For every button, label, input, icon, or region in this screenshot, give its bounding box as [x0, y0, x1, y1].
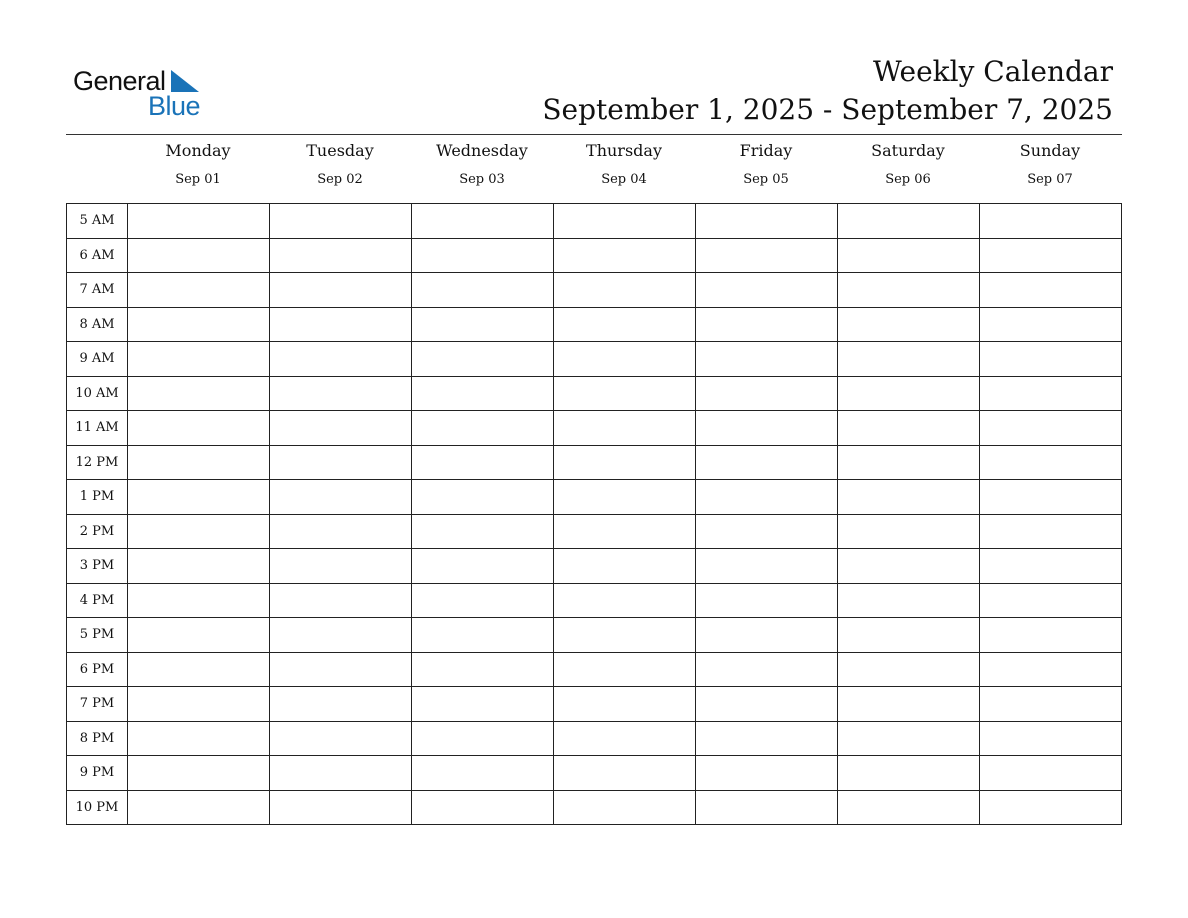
time-slot-cell[interactable]	[128, 790, 270, 825]
time-slot-cell[interactable]	[696, 790, 838, 825]
time-slot-cell[interactable]	[554, 411, 696, 446]
time-slot-cell[interactable]	[128, 756, 270, 791]
time-slot-cell[interactable]	[270, 204, 412, 239]
time-slot-cell[interactable]	[696, 273, 838, 308]
day-header	[979, 140, 1121, 200]
time-slot-cell[interactable]	[980, 480, 1122, 515]
time-slot-cell[interactable]	[128, 618, 270, 653]
time-row	[67, 618, 1122, 653]
day-date: Sep 04	[601, 172, 647, 187]
time-slot-cell[interactable]	[554, 307, 696, 342]
time-slot-cell[interactable]	[696, 411, 838, 446]
day-date: Sep 07	[1027, 172, 1073, 187]
time-slot-cell[interactable]	[270, 549, 412, 584]
time-slot-cell[interactable]	[270, 514, 412, 549]
time-row	[67, 445, 1122, 480]
time-slot-cell[interactable]	[838, 687, 980, 722]
time-slot-cell[interactable]	[838, 342, 980, 377]
time-slot-cell[interactable]	[838, 445, 980, 480]
time-label: 7 AM	[67, 273, 128, 308]
time-slot-cell[interactable]	[696, 238, 838, 273]
logo-text-general: General	[73, 66, 166, 96]
time-label: 8 AM	[67, 307, 128, 342]
day-name: Sunday	[1019, 141, 1081, 160]
time-slot-cell[interactable]	[980, 445, 1122, 480]
time-slot-cell[interactable]	[554, 480, 696, 515]
day-date: Sep 01	[175, 172, 221, 187]
time-slot-cell[interactable]	[696, 376, 838, 411]
time-slot-cell[interactable]	[128, 411, 270, 446]
time-slot-cell[interactable]	[554, 618, 696, 653]
time-slot-cell[interactable]	[554, 721, 696, 756]
time-label: 6 PM	[67, 652, 128, 687]
time-slot-cell[interactable]	[838, 514, 980, 549]
time-row	[67, 307, 1122, 342]
time-slot-cell[interactable]	[270, 583, 412, 618]
time-label: 11 AM	[67, 411, 128, 446]
time-slot-cell[interactable]	[696, 480, 838, 515]
time-slot-cell[interactable]	[554, 238, 696, 273]
time-slot-cell[interactable]	[270, 342, 412, 377]
time-label: 5 AM	[67, 204, 128, 239]
time-slot-cell[interactable]	[696, 342, 838, 377]
calendar-grid	[66, 203, 1122, 825]
time-label: 1 PM	[67, 480, 128, 515]
day-header	[127, 140, 269, 200]
day-name: Tuesday	[306, 141, 374, 160]
day-header	[411, 140, 553, 200]
time-slot-cell[interactable]	[270, 238, 412, 273]
generalblue-logo	[73, 66, 213, 126]
time-slot-cell[interactable]	[696, 721, 838, 756]
time-slot-cell[interactable]	[980, 618, 1122, 653]
time-slot-cell[interactable]	[412, 273, 554, 308]
time-slot-cell[interactable]	[270, 480, 412, 515]
time-slot-cell[interactable]	[554, 652, 696, 687]
time-slot-cell[interactable]	[128, 307, 270, 342]
time-slot-cell[interactable]	[128, 342, 270, 377]
time-slot-cell[interactable]	[696, 618, 838, 653]
time-slot-cell[interactable]	[980, 721, 1122, 756]
time-slot-cell[interactable]	[554, 204, 696, 239]
date-range: September 1, 2025 - September 7, 2025	[542, 93, 1113, 126]
time-row	[67, 342, 1122, 377]
time-slot-cell[interactable]	[980, 687, 1122, 722]
time-row	[67, 411, 1122, 446]
time-slot-cell[interactable]	[412, 583, 554, 618]
time-row	[67, 514, 1122, 549]
time-slot-cell[interactable]	[838, 273, 980, 308]
time-slot-cell[interactable]	[838, 238, 980, 273]
time-slot-cell[interactable]	[128, 376, 270, 411]
day-header	[695, 140, 837, 200]
time-slot-cell[interactable]	[838, 411, 980, 446]
time-label: 9 AM	[67, 342, 128, 377]
time-slot-cell[interactable]	[980, 583, 1122, 618]
time-slot-cell[interactable]	[270, 652, 412, 687]
time-slot-cell[interactable]	[554, 273, 696, 308]
time-slot-cell[interactable]	[838, 307, 980, 342]
time-slot-cell[interactable]	[554, 549, 696, 584]
time-label: 6 AM	[67, 238, 128, 273]
time-slot-cell[interactable]	[980, 411, 1122, 446]
day-header	[837, 140, 979, 200]
time-row	[67, 790, 1122, 825]
day-name: Friday	[739, 141, 793, 160]
day-name: Saturday	[871, 141, 945, 160]
time-slot-cell[interactable]	[838, 376, 980, 411]
time-slot-cell[interactable]	[838, 549, 980, 584]
time-slot-cell[interactable]	[128, 514, 270, 549]
time-slot-cell[interactable]	[980, 549, 1122, 584]
day-header	[269, 140, 411, 200]
time-slot-cell[interactable]	[696, 204, 838, 239]
time-slot-cell[interactable]	[412, 376, 554, 411]
time-row	[67, 549, 1122, 584]
time-label: 7 PM	[67, 687, 128, 722]
time-slot-cell[interactable]	[980, 204, 1122, 239]
day-date: Sep 05	[743, 172, 789, 187]
time-slot-cell[interactable]	[270, 376, 412, 411]
time-label: 3 PM	[67, 549, 128, 584]
time-slot-cell[interactable]	[128, 549, 270, 584]
time-slot-cell[interactable]	[838, 583, 980, 618]
time-slot-cell[interactable]	[270, 687, 412, 722]
time-slot-cell[interactable]	[554, 445, 696, 480]
time-slot-cell[interactable]	[554, 342, 696, 377]
time-row	[67, 204, 1122, 239]
time-slot-cell[interactable]	[412, 445, 554, 480]
time-slot-cell[interactable]	[980, 376, 1122, 411]
time-slot-cell[interactable]	[270, 411, 412, 446]
time-slot-cell[interactable]	[412, 652, 554, 687]
time-slot-cell[interactable]	[696, 756, 838, 791]
day-date: Sep 06	[885, 172, 931, 187]
time-slot-cell[interactable]	[412, 411, 554, 446]
page-title: Weekly Calendar	[873, 55, 1113, 88]
time-slot-cell[interactable]	[838, 790, 980, 825]
time-slot-cell[interactable]	[412, 687, 554, 722]
time-slot-cell[interactable]	[554, 756, 696, 791]
time-slot-cell[interactable]	[128, 583, 270, 618]
time-slot-cell[interactable]	[554, 514, 696, 549]
time-label: 5 PM	[67, 618, 128, 653]
time-slot-cell[interactable]	[412, 238, 554, 273]
time-row	[67, 273, 1122, 308]
time-slot-cell[interactable]	[554, 790, 696, 825]
time-slot-cell[interactable]	[554, 376, 696, 411]
time-slot-cell[interactable]	[838, 618, 980, 653]
time-label: 10 PM	[67, 790, 128, 825]
time-row	[67, 721, 1122, 756]
time-slot-cell[interactable]	[412, 204, 554, 239]
time-slot-cell[interactable]	[554, 583, 696, 618]
time-row	[67, 687, 1122, 722]
day-date: Sep 03	[459, 172, 505, 187]
time-label: 8 PM	[67, 721, 128, 756]
day-date: Sep 02	[317, 172, 363, 187]
time-slot-cell[interactable]	[270, 756, 412, 791]
day-name: Thursday	[586, 141, 662, 160]
time-slot-cell[interactable]	[696, 652, 838, 687]
logo-text-blue: Blue	[148, 91, 201, 121]
time-slot-cell[interactable]	[270, 307, 412, 342]
time-slot-cell[interactable]	[838, 204, 980, 239]
time-slot-cell[interactable]	[270, 790, 412, 825]
time-slot-cell[interactable]	[980, 342, 1122, 377]
time-slot-cell[interactable]	[412, 514, 554, 549]
time-slot-cell[interactable]	[270, 721, 412, 756]
time-slot-cell[interactable]	[128, 445, 270, 480]
time-slot-cell[interactable]	[980, 756, 1122, 791]
time-slot-cell[interactable]	[128, 273, 270, 308]
time-row	[67, 583, 1122, 618]
time-slot-cell[interactable]	[412, 342, 554, 377]
header-divider	[66, 134, 1122, 135]
time-slot-cell[interactable]	[270, 273, 412, 308]
time-slot-cell[interactable]	[696, 549, 838, 584]
time-slot-cell[interactable]	[554, 687, 696, 722]
time-slot-cell[interactable]	[980, 307, 1122, 342]
time-slot-cell[interactable]	[696, 514, 838, 549]
time-slot-cell[interactable]	[412, 307, 554, 342]
time-slot-cell[interactable]	[980, 652, 1122, 687]
time-slot-cell[interactable]	[128, 480, 270, 515]
time-slot-cell[interactable]	[980, 273, 1122, 308]
time-slot-cell[interactable]	[696, 445, 838, 480]
time-slot-cell[interactable]	[412, 790, 554, 825]
time-slot-cell[interactable]	[128, 204, 270, 239]
time-row	[67, 756, 1122, 791]
time-row	[67, 376, 1122, 411]
time-slot-cell[interactable]	[696, 307, 838, 342]
time-slot-cell[interactable]	[412, 549, 554, 584]
time-label: 12 PM	[67, 445, 128, 480]
time-label: 10 AM	[67, 376, 128, 411]
time-slot-cell[interactable]	[980, 790, 1122, 825]
time-slot-cell[interactable]	[412, 721, 554, 756]
time-slot-cell[interactable]	[696, 583, 838, 618]
time-slot-cell[interactable]	[270, 445, 412, 480]
time-slot-cell[interactable]	[838, 756, 980, 791]
time-slot-cell[interactable]	[980, 238, 1122, 273]
time-slot-cell[interactable]	[838, 721, 980, 756]
time-slot-cell[interactable]	[128, 687, 270, 722]
time-slot-cell[interactable]	[980, 514, 1122, 549]
time-slot-cell[interactable]	[412, 756, 554, 791]
day-name: Monday	[165, 141, 231, 160]
time-slot-cell[interactable]	[412, 618, 554, 653]
time-slot-cell[interactable]	[128, 238, 270, 273]
time-row	[67, 652, 1122, 687]
time-row	[67, 238, 1122, 273]
time-row	[67, 480, 1122, 515]
time-label: 2 PM	[67, 514, 128, 549]
day-header	[553, 140, 695, 200]
time-slot-cell[interactable]	[128, 652, 270, 687]
time-label: 4 PM	[67, 583, 128, 618]
time-slot-cell[interactable]	[128, 721, 270, 756]
time-slot-cell[interactable]	[696, 687, 838, 722]
day-name: Wednesday	[436, 141, 528, 160]
time-slot-cell[interactable]	[838, 652, 980, 687]
time-slot-cell[interactable]	[838, 480, 980, 515]
header	[542, 56, 1113, 130]
time-slot-cell[interactable]	[270, 618, 412, 653]
time-label: 9 PM	[67, 756, 128, 791]
time-slot-cell[interactable]	[412, 480, 554, 515]
